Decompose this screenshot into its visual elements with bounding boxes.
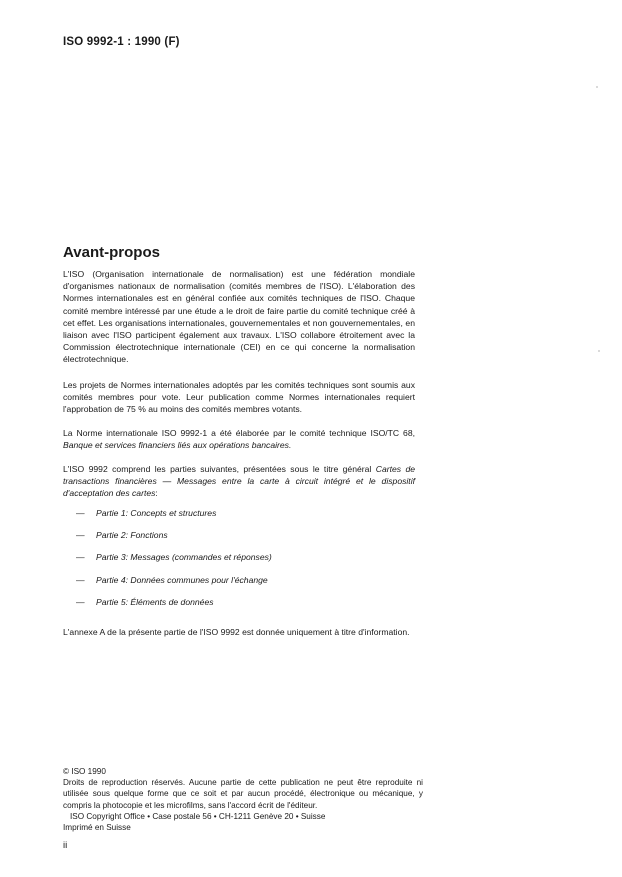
list-dash: — xyxy=(76,596,85,607)
list-dash: — xyxy=(76,530,85,541)
general-title: Cartes de transactions financières — Messages entre la carte à circuit intégré et le dispositif d'acceptation des cartes xyxy=(63,464,415,499)
committee-title: Banque et services financiers liés aux opérations bancaires. xyxy=(63,440,292,451)
document-header: ISO 9992-1 : 1990 (F) xyxy=(63,36,180,48)
paragraph-committee xyxy=(63,427,415,451)
rights-notice: Droits de reproduction réservés. Aucune partie de cette publication ne peut être reproduite ni utilisée sous quelque forme que ce soit et par aucun procédé, électronique ou mécanique, y compris la photocopie et les microfilms, sans l'accord écrit de l'éditeur. xyxy=(63,778,423,810)
copyright-block xyxy=(63,766,423,833)
paragraph-parts-intro xyxy=(63,463,415,500)
page-number: ii xyxy=(63,840,68,851)
list-dash: — xyxy=(76,552,85,563)
parts-intro-colon: : xyxy=(155,488,158,499)
list-item xyxy=(76,508,416,530)
section-title: Avant-propos xyxy=(63,244,160,261)
paragraph-annex: L'annexe A de la présente partie de l'ISO 9992 est donnée uniquement à titre d'information. xyxy=(63,627,410,637)
committee-text: La Norme internationale ISO 9992-1 a été élaborée par le comité technique ISO/TC 68, xyxy=(63,428,415,438)
list-item xyxy=(76,552,416,574)
copyright-office: ISO Copyright Office • Case postale 56 • CH-1211 Genève 20 • Suisse xyxy=(70,811,326,821)
paragraph-iso-intro: L'ISO (Organisation internationale de normalisation) est une fédération mondiale d'organismes nationaux de normalisation (comités membres de l'ISO). L'élaboration des Normes internationales est en général confiée aux comités techniques de l'ISO. Chaque comité membre intéressé par une étude a le droit de faire partie du comité technique créé à cet effet. Les organisations internationales, gouvernementales et non gouvernementales, en liaison avec l'ISO participent également aux travaux. L'ISO collabore étroitement avec la Commission électrotechnique internationale (CEI) en ce qui concerne la normalisation électrotechnique. xyxy=(63,269,415,365)
list-item xyxy=(76,575,416,597)
part-label: Partie 2: Fonctions xyxy=(96,530,168,541)
part-label: Partie 5: Éléments de données xyxy=(96,596,214,607)
part-label: Partie 3: Messages (commandes et réponses) xyxy=(96,552,272,563)
list-item xyxy=(76,597,416,619)
list-dash: — xyxy=(76,574,85,585)
parts-intro-text: L'ISO 9992 comprend les parties suivantes, présentées sous le titre général xyxy=(63,464,372,474)
list-item xyxy=(76,530,416,552)
scan-speck xyxy=(598,350,600,352)
printed-in: Imprimé en Suisse xyxy=(63,823,131,833)
part-label: Partie 1: Concepts et structures xyxy=(96,508,217,518)
paragraph-voting: Les projets de Normes internationales adoptés par les comités techniques sont soumis aux comités membres pour vote. Leur publication comme Normes internationales requiert l'approbation de 75 % au moins des comités membres votants. xyxy=(63,380,415,415)
parts-list xyxy=(76,508,416,619)
scan-speck xyxy=(596,86,598,88)
list-dash: — xyxy=(76,508,85,518)
part-label: Partie 4: Données communes pour l'échange xyxy=(96,574,268,585)
copyright-line: © ISO 1990 xyxy=(63,767,106,776)
